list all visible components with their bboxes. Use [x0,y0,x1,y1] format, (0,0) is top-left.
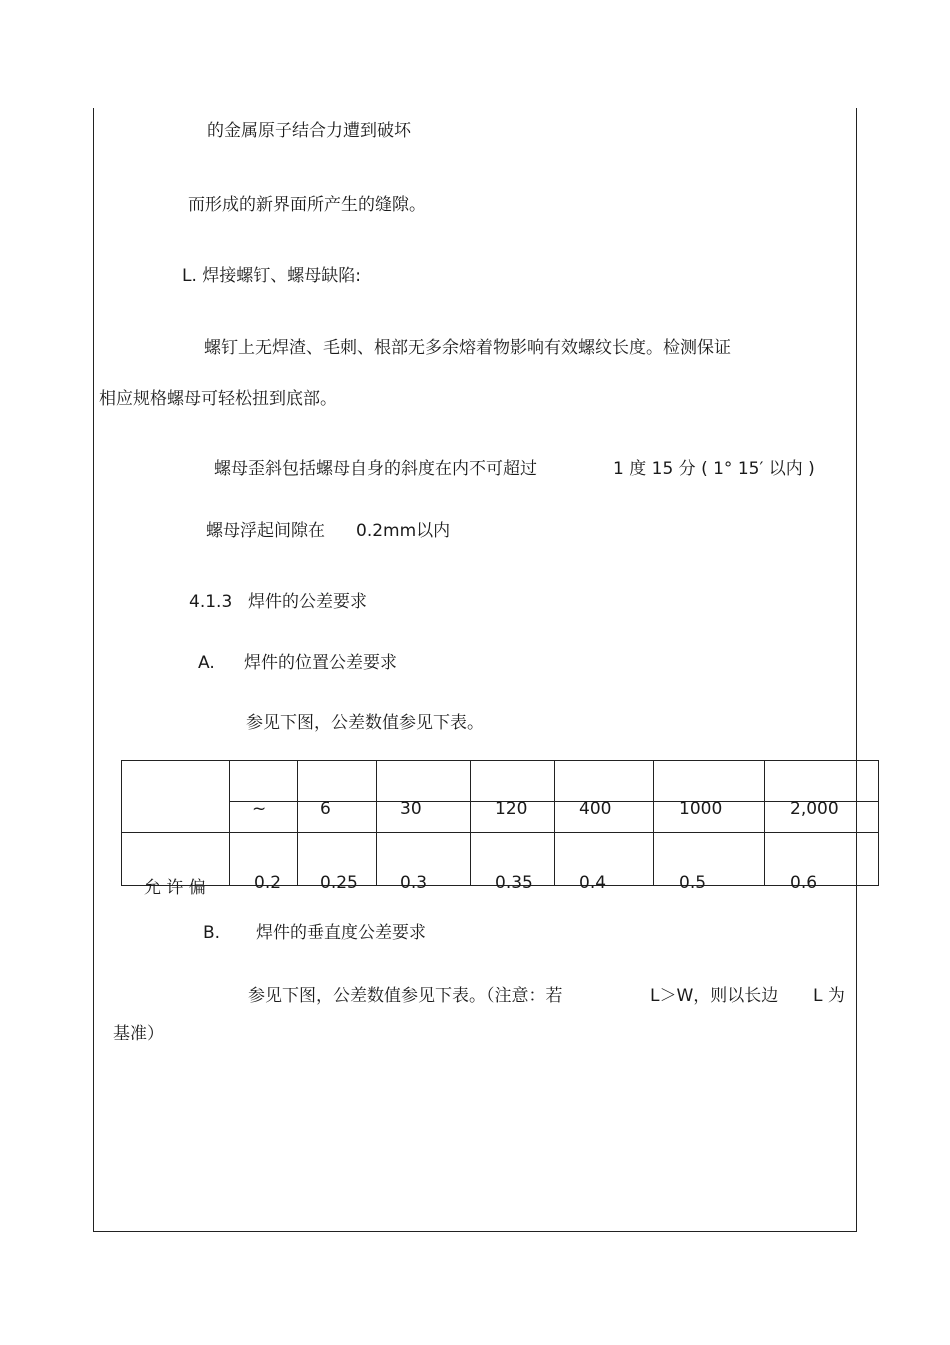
frame-right-border [856,108,857,1232]
table-cell: 1000 [654,802,765,833]
frame-bottom-border [93,1231,857,1232]
table-cell: 0.6 [765,833,879,886]
table-cell: 0.3 [377,833,471,886]
table-cell: ~ [230,802,298,833]
text-line-5: 相应规格螺母可轻松扭到底部。 [99,389,337,409]
text-line-2: 而形成的新界面所产生的缝隙。 [188,195,426,215]
text-line-6b: 1 度 15 分 ( 1° 15′ 以内 ) [613,459,815,479]
table-corner-cell [122,761,230,833]
section-number-413: 4.1.3 [189,592,233,612]
section-heading-l: L. 焊接螺钉、螺母缺陷: [182,266,362,286]
tolerance-table [121,760,879,898]
frame-left-border [93,108,94,1232]
text-line-4: 螺钉上无焊渣、毛刺、根部无多余熔着物影响有效螺纹长度。检测保证 [204,338,731,358]
table-cell: 0.5 [654,833,765,886]
text-line-1: 的金属原子结合力遭到破坏 [207,121,411,141]
table-cell: 6 [298,802,377,833]
subsection-heading-a: 焊件的位置公差要求 [244,653,397,673]
table-cell: 0.2 [230,833,298,886]
table-cell: 2,000 [765,802,879,833]
text-line-6a: 螺母歪斜包括螺母自身的斜度在内不可超过 [214,459,537,479]
table-cell: 0.35 [471,833,555,886]
text-line-12a: 参见下图，公差数值参见下表。（注意：若 [248,986,563,1006]
table-cell: 120 [471,802,555,833]
table-cell: 400 [555,802,654,833]
text-line-12b: L＞W，则以长边 [650,986,779,1006]
text-line-10: 参见下图，公差数值参见下表。 [246,713,484,733]
table-row-label: 允 许 偏 [122,833,230,886]
text-line-7a: 螺母浮起间隙在 [206,521,325,541]
section-heading-413: 焊件的公差要求 [248,592,367,612]
text-line-13: 基准） [113,1024,164,1044]
table-cell: 0.25 [298,833,377,886]
subsection-label-b: B. [203,923,221,943]
table-cell: 0.4 [555,833,654,886]
text-line-12c: L 为 [813,986,845,1006]
table-cell: 30 [377,802,471,833]
subsection-label-a: A. [198,653,215,673]
text-line-7b: 0.2mm以内 [356,521,451,541]
subsection-heading-b: 焊件的垂直度公差要求 [256,923,426,943]
